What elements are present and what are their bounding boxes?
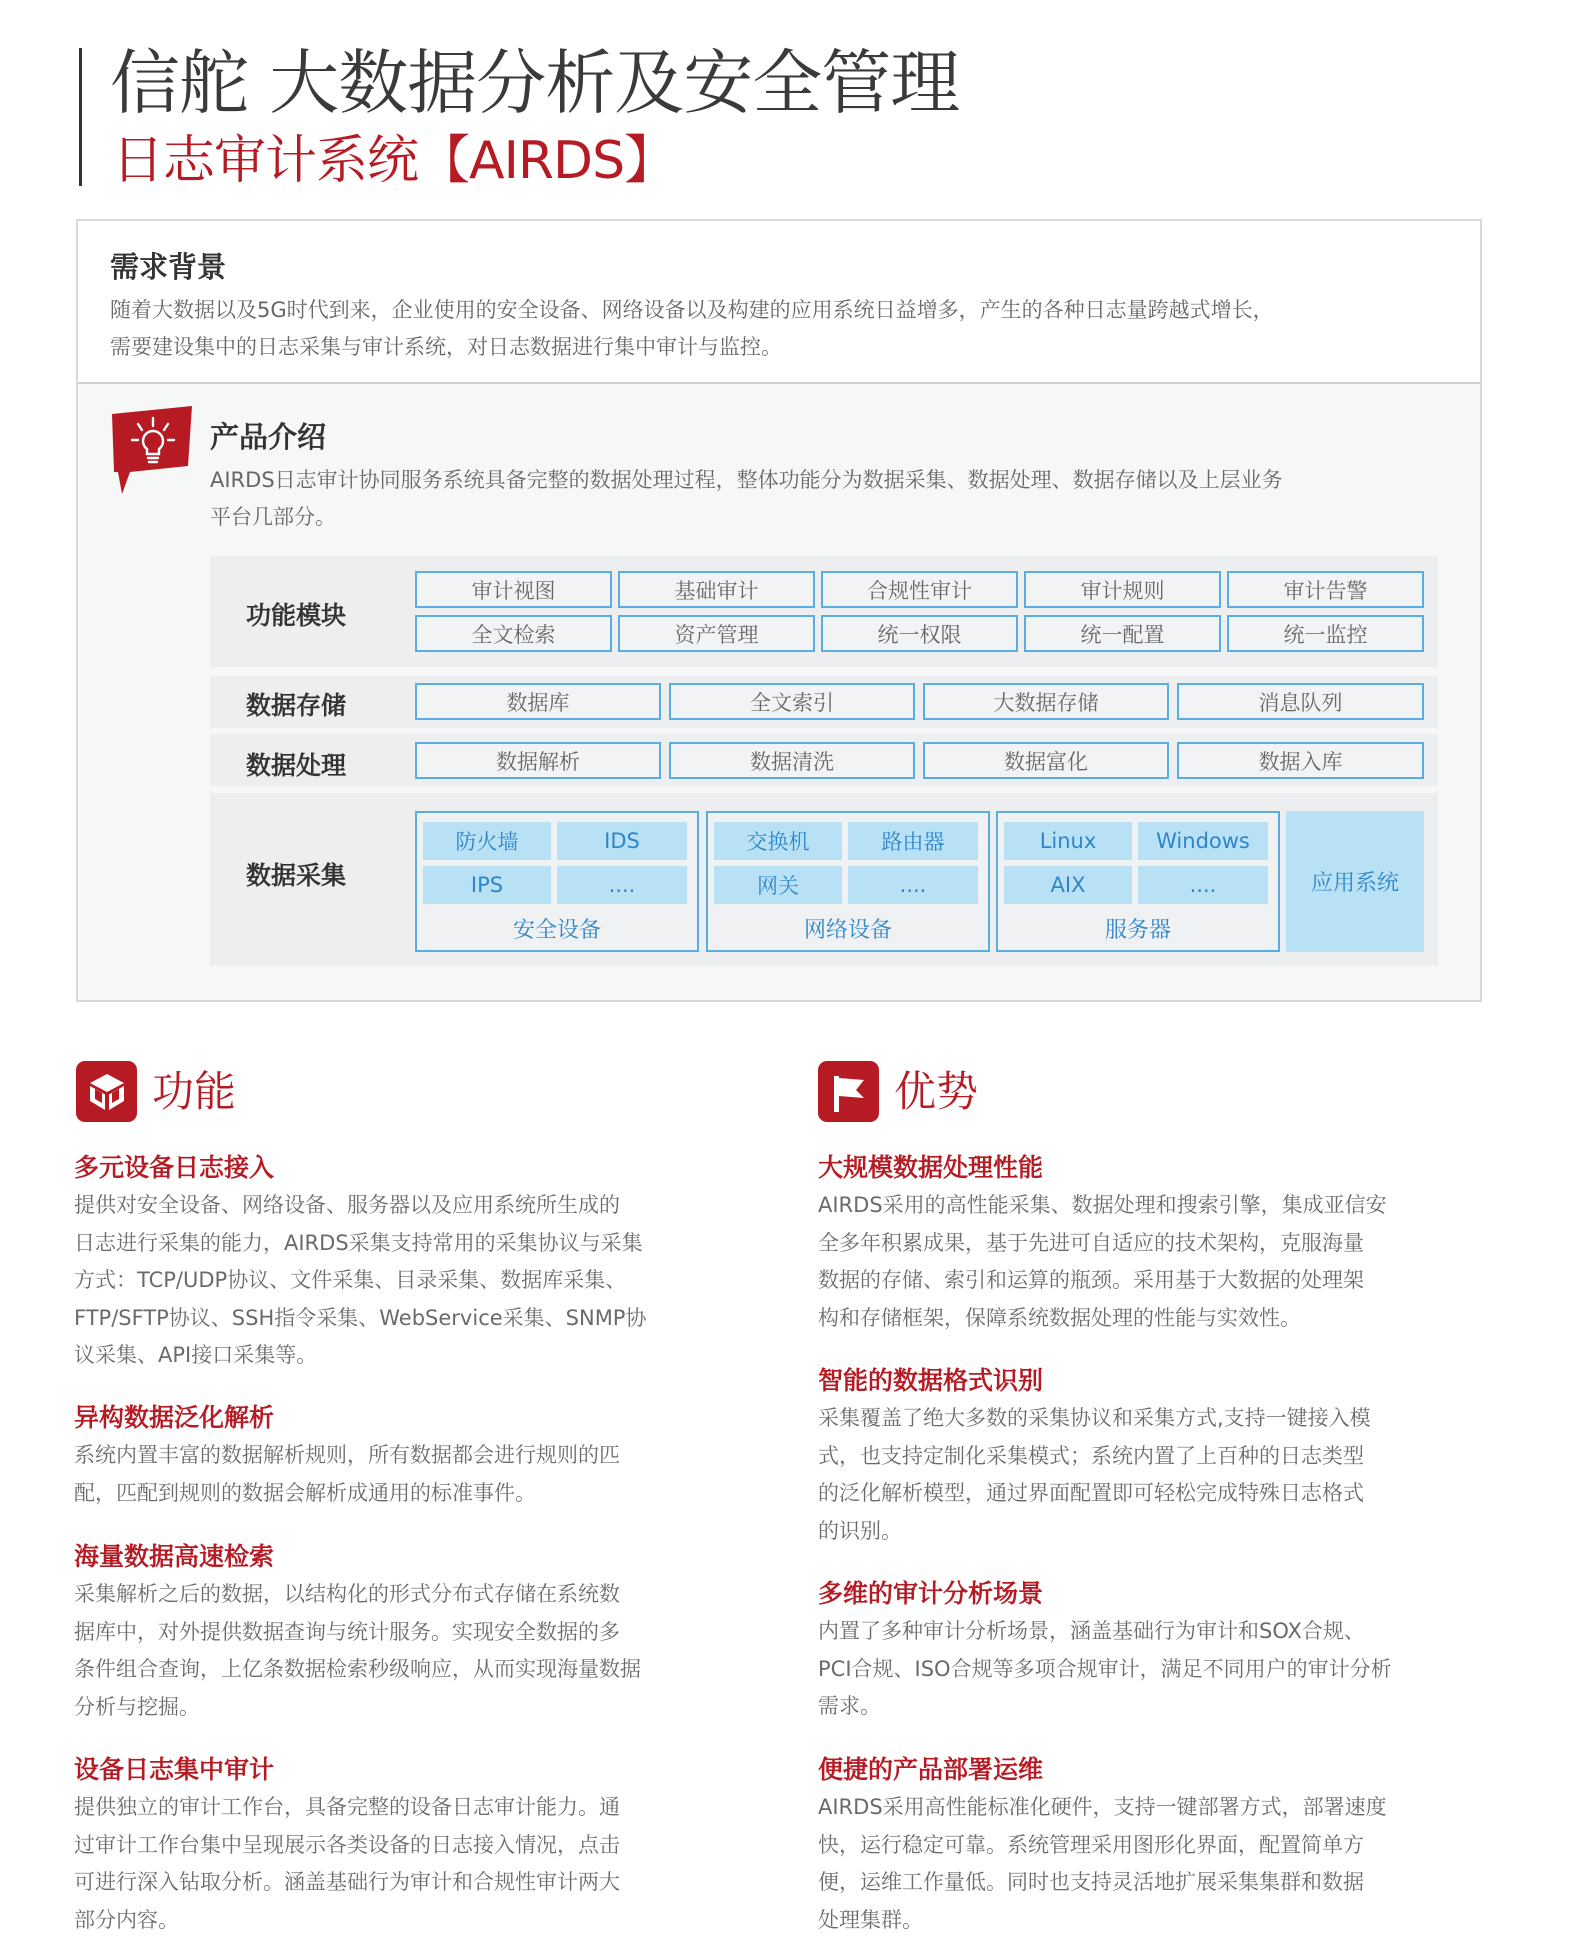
group-label: 网络设备 — [803, 918, 892, 943]
feature-text — [74, 1187, 734, 1375]
text-line: 快，运行稳定可靠。系统管理采用图形化界面，配置简单方 — [818, 1832, 1364, 1857]
feature-item — [74, 1752, 734, 1939]
storage-box: 消息队列 — [1177, 683, 1424, 720]
group-label: 安全设备 — [512, 918, 601, 943]
advantage-item — [818, 1752, 1478, 1939]
text-line: AIRDS采用高性能标准化硬件，支持一键部署方式，部署速度 — [818, 1795, 1387, 1819]
text-line: 系统内置丰富的数据解析规则，所有数据都会进行规则的匹 — [74, 1443, 620, 1467]
advantage-text — [818, 1789, 1478, 1939]
module-box: 统一配置 — [1024, 615, 1221, 652]
text-line: 需求。 — [818, 1694, 881, 1718]
features-title: 功能 — [152, 1066, 237, 1116]
text-line: PCI合规、ISO合规等多项合规审计，满足不同用户的审计分析 — [818, 1656, 1392, 1681]
device-cell: 网关 — [714, 866, 842, 904]
background-title: 需求背景 — [110, 250, 227, 284]
advantage-item — [818, 1363, 1478, 1550]
text-line: 提供对安全设备、网络设备、服务器以及应用系统所生成的 — [74, 1193, 620, 1217]
device-cell: IPS — [423, 866, 551, 904]
processing-box: 数据富化 — [923, 742, 1169, 779]
text-line: 采集解析之后的数据，以结构化的形式分布式存储在系统数 — [74, 1582, 620, 1606]
advantage-text — [818, 1187, 1478, 1337]
device-cell: .... — [557, 866, 687, 904]
text-line: 分析与挖掘。 — [74, 1694, 200, 1719]
title-accent-bar — [79, 48, 82, 186]
arch-label: 数据存储 — [246, 691, 347, 720]
processing-box: 数据清洗 — [669, 742, 915, 779]
module-box: 审计视图 — [415, 571, 612, 608]
text-line: 内置了多种审计分析场景，涵盖基础行为审计和SOX合规、 — [818, 1619, 1365, 1643]
text-line: 数据的存储、索引和运算的瓶颈。采用基于大数据的处理架 — [818, 1268, 1364, 1292]
flag-icon — [818, 1061, 879, 1122]
intro-title: 产品介绍 — [210, 420, 327, 454]
advantage-item — [818, 1576, 1478, 1726]
storage-box: 数据库 — [415, 683, 661, 720]
feature-item — [74, 1150, 734, 1375]
text-line: 处理集群。 — [818, 1907, 923, 1932]
advantage-title: 多维的审计分析场景 — [818, 1579, 1044, 1608]
advantage-text — [818, 1400, 1478, 1550]
device-cell: Linux — [1004, 822, 1132, 860]
page-subtitle: 日志审计系统【AIRDS】 — [112, 131, 676, 191]
text-line: 议采集、API接口采集等。 — [74, 1343, 318, 1367]
intro-text-line: AIRDS日志审计协同服务系统具备完整的数据处理过程，整体功能分为数据采集、数据处理、数据存储以及上层业务 — [210, 468, 1283, 492]
text-line: 便，运维工作量低。同时也支持灵活地扩展采集集群和数据 — [818, 1870, 1364, 1894]
text-line: 采集覆盖了绝大多数的采集协议和采集方式,支持一键接入模 — [818, 1406, 1371, 1430]
group-label: 服务器 — [1104, 918, 1171, 943]
feature-item — [74, 1400, 734, 1512]
arch-label: 功能模块 — [246, 601, 347, 630]
feature-title: 异构数据泛化解析 — [74, 1403, 275, 1432]
text-line: 构和存储框架，保障系统数据处理的性能与实效性。 — [818, 1305, 1301, 1330]
advantage-title: 便捷的产品部署运维 — [818, 1755, 1044, 1784]
background-text-line: 需要建设集中的日志采集与审计系统，对日志数据进行集中审计与监控。 — [110, 335, 782, 359]
module-box: 合规性审计 — [821, 571, 1018, 608]
feature-title: 多元设备日志接入 — [74, 1153, 275, 1182]
collection-group-network — [706, 811, 990, 952]
text-line: 方式：TCP/UDP协议、文件采集、目录采集、数据库采集、 — [74, 1268, 627, 1292]
app-system-box: 应用系统 — [1286, 811, 1424, 952]
advantages-header — [818, 1061, 978, 1122]
text-line: 配，匹配到规则的数据会解析成通用的标准事件。 — [74, 1480, 536, 1505]
storage-box: 全文索引 — [669, 683, 915, 720]
feature-text — [74, 1437, 734, 1512]
background-text-line: 随着大数据以及5G时代到来，企业使用的安全设备、网络设备以及构建的应用系统日益增多，产生的各种日志量跨越式增长， — [110, 298, 1274, 322]
text-line: 的识别。 — [818, 1518, 902, 1543]
lightbulb-icon — [108, 404, 194, 494]
device-cell: AIX — [1004, 866, 1132, 904]
module-box: 审计规则 — [1024, 571, 1221, 608]
text-line: 条件组合查询，上亿条数据检索秒级响应，从而实现海量数据 — [74, 1657, 641, 1681]
feature-text — [74, 1789, 734, 1939]
device-cell: 交换机 — [714, 822, 842, 860]
text-line: 部分内容。 — [74, 1907, 179, 1932]
module-box: 资产管理 — [618, 615, 815, 652]
text-line: 全多年积累成果，基于先进可自适应的技术架构，克服海量 — [818, 1230, 1364, 1255]
storage-box: 大数据存储 — [923, 683, 1169, 720]
text-line: 据库中，对外提供数据查询与统计服务。实现安全数据的多 — [74, 1619, 620, 1644]
collection-group-server — [996, 811, 1280, 952]
arch-row-data-processing — [210, 734, 1438, 786]
module-box: 统一权限 — [821, 615, 1018, 652]
device-cell: .... — [1138, 866, 1268, 904]
advantages-title: 优势 — [894, 1066, 979, 1116]
text-line: 日志进行采集的能力，AIRDS采集支持常用的采集协议与采集 — [74, 1230, 643, 1255]
intro-text-line: 平台几部分。 — [210, 505, 336, 529]
device-cell: 防火墙 — [423, 822, 551, 860]
feature-item — [74, 1539, 734, 1726]
device-cell: .... — [848, 866, 978, 904]
processing-box: 数据解析 — [415, 742, 661, 779]
text-line: AIRDS采用的高性能采集、数据处理和搜索引擎，集成亚信安 — [818, 1193, 1387, 1217]
collection-group-security — [415, 811, 699, 952]
processing-box: 数据入库 — [1177, 742, 1424, 779]
advantage-item — [818, 1150, 1478, 1337]
cube-icon — [76, 1061, 137, 1122]
arch-row-data-collection — [210, 793, 1438, 966]
arch-label: 数据采集 — [246, 861, 347, 890]
device-cell: 路由器 — [848, 822, 978, 860]
feature-title: 海量数据高速检索 — [74, 1542, 275, 1571]
features-header — [76, 1061, 236, 1122]
arch-label: 数据处理 — [246, 751, 347, 780]
device-cell: Windows — [1138, 822, 1268, 860]
advantage-text — [818, 1613, 1478, 1726]
module-box: 基础审计 — [618, 571, 815, 608]
advantage-title: 智能的数据格式识别 — [818, 1366, 1044, 1395]
feature-text — [74, 1576, 734, 1726]
text-line: FTP/SFTP协议、SSH指令采集、WebService采集、SNMP协 — [74, 1305, 647, 1330]
feature-title: 设备日志集中审计 — [74, 1755, 275, 1784]
module-box: 全文检索 — [415, 615, 612, 652]
text-line: 可进行深入钻取分析。涵盖基础行为审计和合规性审计两大 — [74, 1870, 620, 1894]
advantage-title: 大规模数据处理性能 — [818, 1153, 1044, 1182]
text-line: 过审计工作台集中呈现展示各类设备的日志接入情况，点击 — [74, 1832, 620, 1857]
arch-row-data-storage — [210, 676, 1438, 728]
arch-row-function-modules — [210, 556, 1438, 667]
device-cell: IDS — [557, 822, 687, 860]
module-box: 审计告警 — [1227, 571, 1424, 608]
text-line: 式，也支持定制化采集模式；系统内置了上百种的日志类型 — [818, 1443, 1364, 1468]
text-line: 的泛化解析模型，通过界面配置即可轻松完成特殊日志格式 — [818, 1481, 1364, 1505]
page-title: 信舵 大数据分析及安全管理 — [110, 42, 960, 124]
text-line: 提供独立的审计工作台，具备完整的设备日志审计能力。通 — [74, 1795, 620, 1819]
module-box: 统一监控 — [1227, 615, 1424, 652]
